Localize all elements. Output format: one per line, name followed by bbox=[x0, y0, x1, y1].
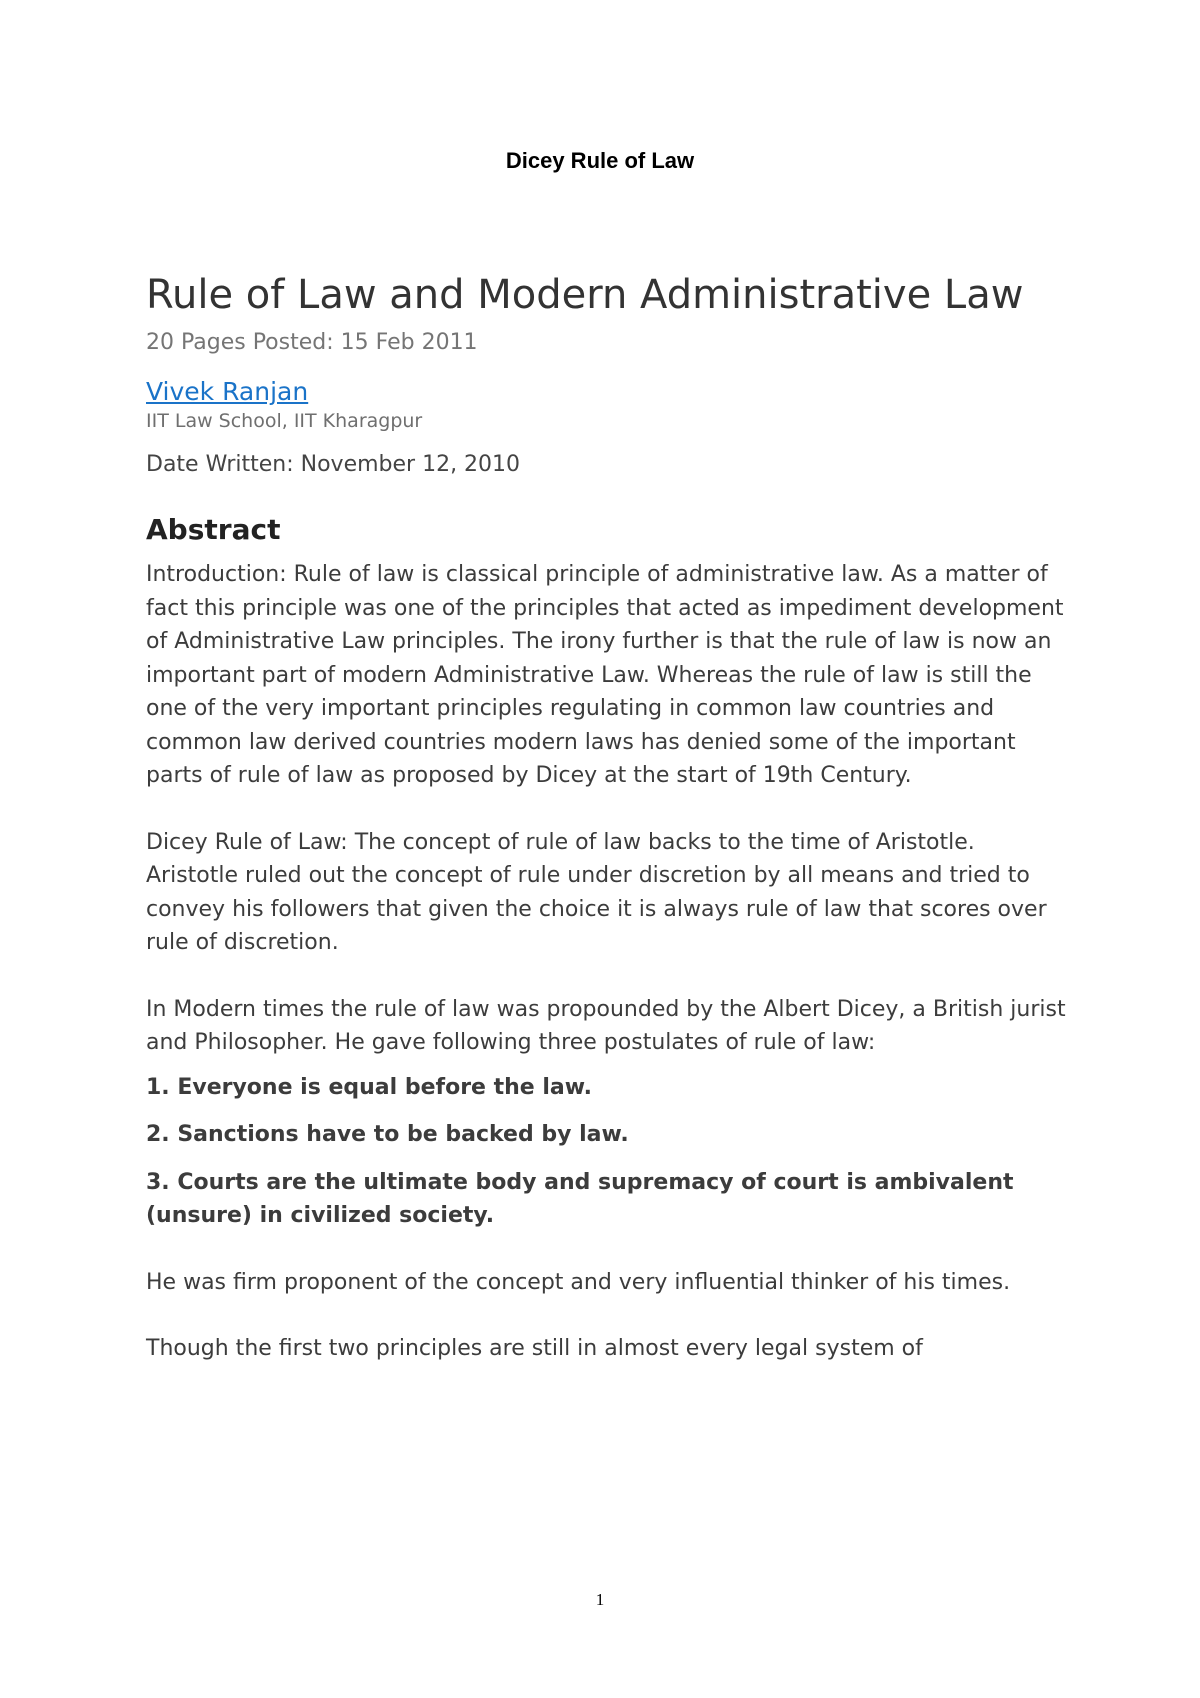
postulate-item: 3. Courts are the ultimate body and supremacy of court is ambivalent (unsure) in civilized society. bbox=[146, 1169, 1014, 1228]
author-link[interactable]: Vivek Ranjan bbox=[146, 377, 309, 406]
closing-paragraph: He was firm proponent of the concept and very influential thinker of his times. bbox=[146, 1269, 1011, 1295]
date-written: Date Written: November 12, 2010 bbox=[146, 452, 521, 477]
page-number: 1 bbox=[595, 1590, 605, 1609]
postulate-item: 1. Everyone is equal before the law. bbox=[146, 1074, 593, 1100]
abstract-paragraph-dicey: Dicey Rule of Law: The concept of rule of law backs to the time of Aristotle. Aristotle ruled out the concept of rule under discretion by all means and tried to convey his followers that given the choice it is always rule of law that scores over rule of discretion. bbox=[146, 829, 1047, 955]
article-content bbox=[146, 268, 1066, 1366]
article-meta: 20 Pages Posted: 15 Feb 2011 bbox=[146, 330, 478, 355]
abstract-heading: Abstract bbox=[146, 513, 281, 546]
page-header-title: Dicey Rule of Law bbox=[505, 148, 695, 173]
closing-paragraph: Though the first two principles are still in almost every legal system of bbox=[146, 1336, 923, 1361]
postulate-item: 2. Sanctions have to be backed by law. bbox=[146, 1122, 629, 1147]
abstract-paragraph-modern-times: In Modern times the rule of law was propounded by the Albert Dicey, a British jurist and Philosopher. He gave following three postulates of rule of law: bbox=[146, 996, 1066, 1055]
author-affiliation: IIT Law School, IIT Kharagpur bbox=[146, 410, 423, 432]
article-title: Rule of Law and Modern Administrative Law bbox=[146, 272, 1024, 318]
abstract-paragraph-introduction: Introduction: Rule of law is classical principle of administrative law. As a matter of fact this principle was one of the principles that acted as impediment development of Administrative Law principles. The irony further is that the rule of law is now an important part of modern Administrative Law. Whereas the rule of law is still the one of the very important principles regulating in common law countries and common law derived countries modern laws has denied some of the important parts of rule of law as proposed by Dicey at the start of 19th Century. bbox=[146, 562, 1064, 788]
